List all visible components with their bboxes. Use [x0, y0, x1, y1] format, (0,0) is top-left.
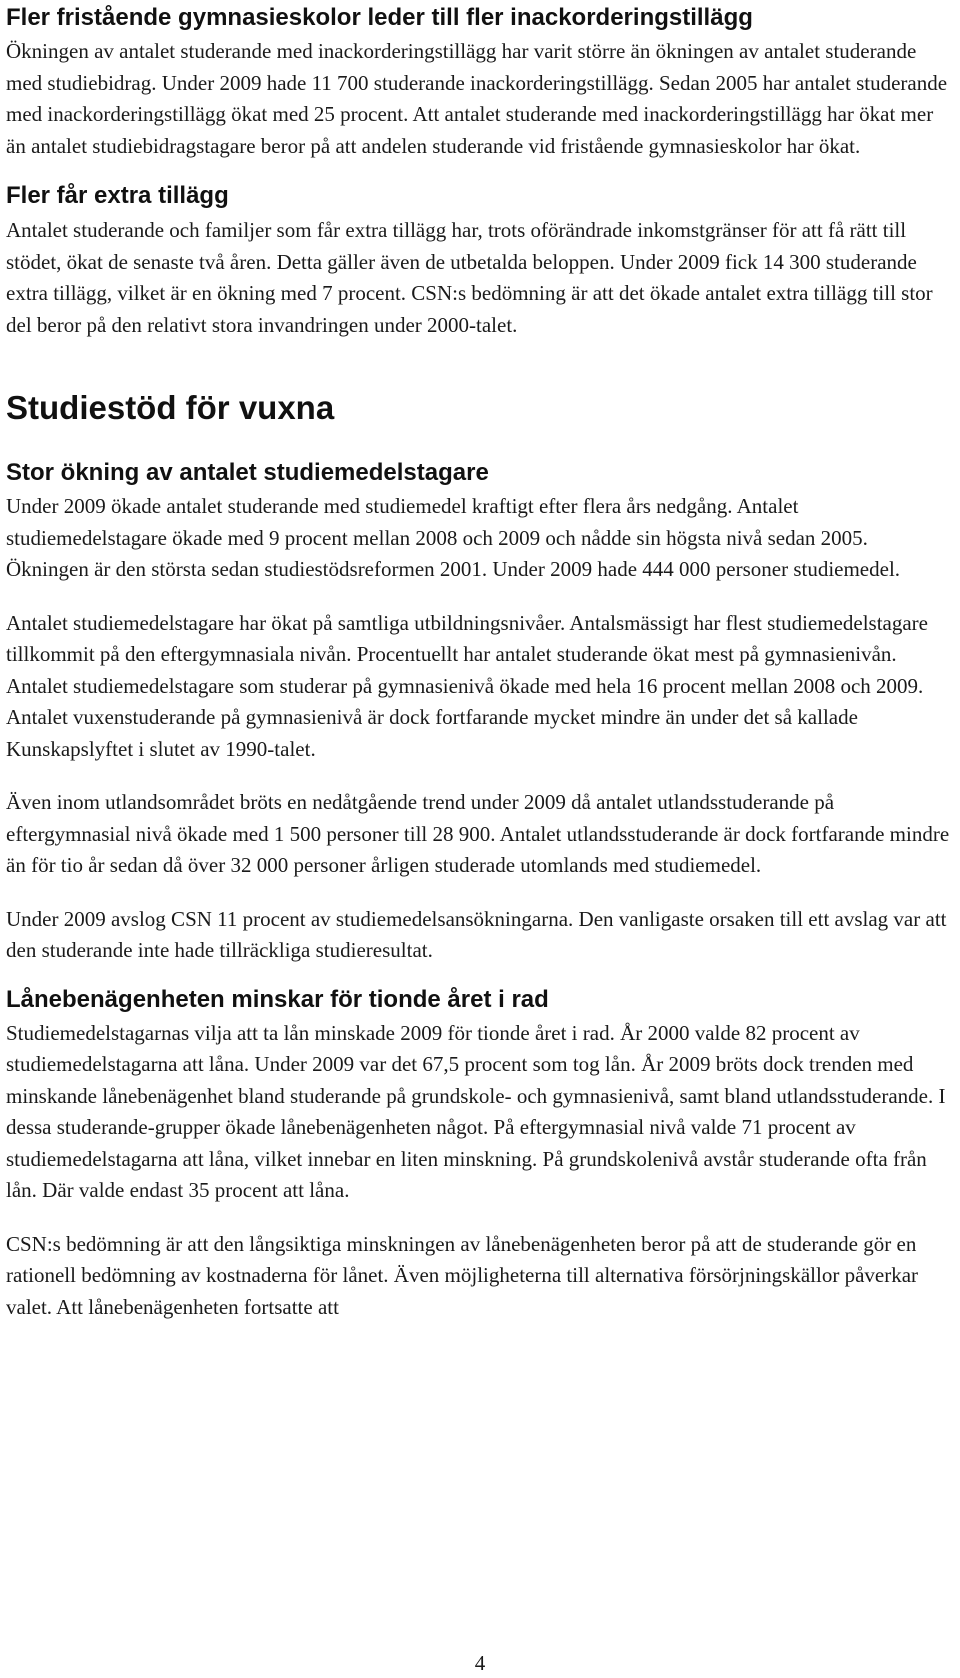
paragraph-okning-1: Under 2009 ökade antalet studerande med studiemedel kraftigt efter flera års nedgång. Antalet studiemedelstagare ökade med 9 procent mellan 2008 och 2009 och nådde sin högsta nivå sedan 2005. Ökningen är den största sedan studiestödsreformen 2001. Under 2009 hade 444 000 personer studiemedel.: [6, 494, 901, 581]
paragraph-lanebenagenhet-2: CSN:s bedömning är att den långsiktiga minskningen av lånebenägenheten beror på att de studerande gör en rationell bedömning av kostnaderna för lånet. Även möjligheterna till alternativa försörjningskällor påverkar valet. Att lånebenägenheten fortsatte att: [6, 1231, 919, 1319]
paragraph-extra-tillagg: Antalet studerande och familjer som får extra tillägg har, trots oförändrade inkomstgränser för att få rätt till stödet, ökat de senaste två åren. Detta gäller även de utbetalda beloppen. Under 2009 fick 14 300 studerande extra tillägg, vilket är en ökning med 7 procent. CSN:s bedömning är att det ökade antalet extra tillägg till stor del beror på den relativt stora invandringen under 2000-talet.: [6, 218, 933, 337]
paragraph-okning-4: Under 2009 avslog CSN 11 procent av studiemedelsansökningarna. Den vanligaste orsaken till ett avslag var att den studerande inte hade tillräckliga studieresultat.: [6, 906, 947, 962]
section-heading-okning: Stor ökning av antalet studiemedelstagare: [6, 459, 489, 486]
paragraph-okning-3: Även inom utlandsområdet bröts en nedåtgående trend under 2009 då antalet utlandsstuderande på eftergymnasial nivå ökade med 1 500 personer till 28 900. Antalet utlandsstuderande är dock fortfarande mindre än för tio år sedan då över 32 000 personer årligen studerade utomlands med studiemedel.: [6, 790, 950, 877]
document-page: [6, 0, 951, 1323]
section-heading-lanebenagenhet: Lånebenägenheten minskar för tionde året i rad: [6, 985, 549, 1013]
section-heading-inackordering: Fler fristående gymnasieskolor leder till fler inackorderingstillägg: [6, 4, 753, 31]
page-number: 4: [474, 1651, 486, 1675]
paragraph-okning-2: Antalet studiemedelstagare har ökat på samtliga utbildningsnivåer. Antalsmässigt har flest studiemedelstagare tillkommit på den eftergymnasiala nivån. Procentuellt har antalet studerande ökat mest på gymnasienivån. Antalet studiemedelstagare som studerar på gymnasienivå ökade med hela 16 procent mellan 2008 och 2009. Antalet vuxenstuderande på gymnasienivå är dock fortfarande mycket mindre än under det så kallade Kunskapslyftet i slutet av 1990-talet.: [6, 610, 929, 761]
chapter-heading-vuxna: Studiestöd för vuxna: [6, 389, 335, 426]
paragraph-inackordering: Ökningen av antalet studerande med inackorderingstillägg har varit större än ökningen av antalet studerande med studiebidrag. Under 2009 hade 11 700 studerande inackorderingstillägg. Sedan 2005 har antalet studerande med inackorderingstillägg ökat med 25 procent. Att antalet studerande med inackorderingstillägg har ökat mer än antalet studiebidragstagare beror på att andelen studerande vid fristående gymnasieskolor har ökat.: [6, 39, 948, 158]
section-heading-extra-tillagg: Fler får extra tillägg: [6, 182, 229, 209]
paragraph-lanebenagenhet-1: Studiemedelstagarnas vilja att ta lån minskade 2009 för tionde året i rad. År 2000 valde 82 procent av studiemedelstagarna att låna. Under 2009 var det 67,5 procent som tog lån. År 2009 bröts dock trenden med minskande lånebenägenhet bland studerande på grundskole- och gymnasienivå, samt bland utlandsstuderande. I dessa studerande-grupper ökade lånebenägenheten något. På eftergymnasial nivå valde 71 procent av studiemedelstagarna att låna, vilket innebar en liten minskning. På grundskolenivå avstår studerande ofta från lån. Där valde endast 35 procent att låna.: [6, 1020, 946, 1202]
